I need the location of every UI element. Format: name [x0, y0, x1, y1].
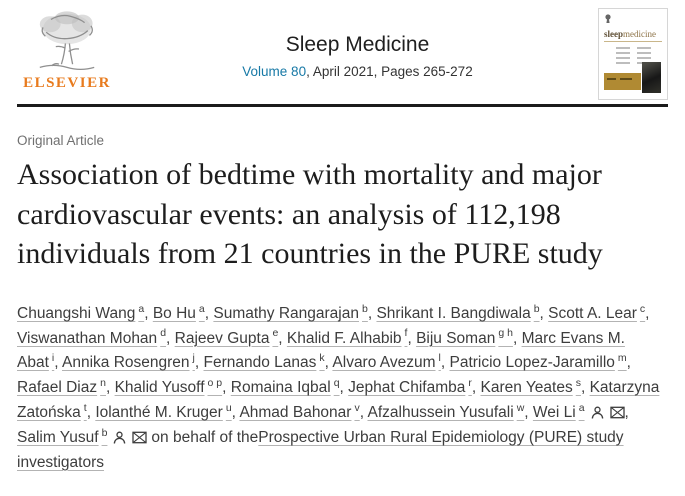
- author-link[interactable]: [416, 327, 513, 347]
- author-affiliation-sup: b: [533, 302, 540, 315]
- author-separator: ,: [278, 329, 287, 347]
- author-name: Bo Hu: [152, 304, 196, 322]
- elsevier-tree-icon: [27, 8, 107, 74]
- person-icon: [590, 406, 605, 419]
- author-link[interactable]: [376, 302, 540, 322]
- author-affiliation-sup: w: [516, 401, 525, 414]
- elsevier-wordmark: ELSEVIER: [23, 75, 111, 91]
- volume-link[interactable]: Volume 80: [242, 64, 307, 79]
- author-separator: ,: [580, 379, 590, 397]
- author-link[interactable]: [548, 302, 646, 322]
- author-separator: ,: [339, 379, 349, 397]
- author-name: Iolanthé M. Kruger: [95, 403, 223, 421]
- author-affiliation-sup: j: [192, 352, 195, 365]
- author-separator: ,: [231, 403, 240, 421]
- header-divider: [17, 104, 668, 107]
- author-link[interactable]: [204, 354, 325, 371]
- author-affiliation-sup: b: [362, 302, 368, 315]
- cover-masthead: sleepmedicine: [604, 29, 656, 39]
- journal-title-link[interactable]: Sleep Medicine: [285, 33, 430, 56]
- author-separator: ,: [624, 403, 629, 421]
- author-affiliation-sup: s: [575, 377, 581, 390]
- author-name: Khalid F. Alhabib: [286, 329, 402, 347]
- issue-text: , April 2021, Pages 265-272: [306, 64, 473, 79]
- author-separator: ,: [324, 354, 333, 372]
- author-separator: ,: [471, 379, 481, 397]
- author-name: Alvaro Avezum: [332, 354, 436, 372]
- author-name: Shrikant I. Bangdiwala: [376, 304, 531, 322]
- author-affiliation-sup: k: [319, 352, 325, 365]
- author-separator: ,: [359, 403, 368, 421]
- author-link[interactable]: [332, 354, 440, 371]
- author-name: Rajeev Gupta: [174, 329, 270, 347]
- author-name: Annika Rosengren: [62, 354, 190, 372]
- person-icon: [112, 431, 127, 444]
- author-affiliation-sup: r: [468, 377, 472, 390]
- cover-photo: [642, 62, 661, 93]
- author-link[interactable]: [348, 379, 472, 396]
- envelope-icon: [610, 406, 625, 419]
- author-name: Rafael Diaz: [17, 379, 98, 397]
- author-affiliation-sup: u: [225, 401, 232, 414]
- author-name: Scott A. Lear: [548, 304, 637, 322]
- author-link[interactable]: [62, 354, 195, 371]
- envelope-icon: [132, 431, 147, 444]
- author-link[interactable]: [480, 379, 580, 396]
- author-link[interactable]: [95, 401, 232, 421]
- cover-rule: [604, 41, 662, 42]
- author-link[interactable]: [152, 302, 205, 322]
- author-affiliation-sup: e: [272, 327, 279, 340]
- author-affiliation-sup: b: [101, 426, 108, 439]
- author-affiliation-sup: d: [160, 327, 167, 340]
- author-link[interactable]: [17, 426, 147, 446]
- author-separator: ,: [105, 379, 115, 397]
- author-link[interactable]: [286, 327, 408, 347]
- author-link[interactable]: [174, 327, 279, 347]
- author-separator: ,: [626, 354, 631, 372]
- author-link[interactable]: [17, 327, 167, 347]
- author-affiliation-sup: a: [138, 302, 145, 315]
- journal-header: [17, 0, 668, 104]
- author-list: [17, 302, 668, 476]
- author-separator: ,: [407, 329, 417, 347]
- author-name: Biju Soman: [416, 329, 496, 347]
- author-separator: ,: [166, 329, 175, 347]
- author-name: Fernando Lanas: [203, 354, 317, 372]
- author-separator: ,: [54, 354, 62, 372]
- elsevier-logo[interactable]: [17, 8, 117, 92]
- author-link[interactable]: [449, 354, 626, 371]
- author-name: Viswanathan Mohan: [17, 329, 158, 347]
- author-affiliation-sup: o p: [207, 377, 223, 390]
- author-name: Marc Evans M. Abat: [17, 329, 625, 372]
- author-affiliation-sup: m: [617, 352, 627, 365]
- author-name: Chuangshi Wang: [17, 304, 136, 322]
- author-name: Wei Li: [532, 403, 576, 421]
- author-affiliation-sup: a: [578, 401, 585, 414]
- author-affiliation-sup: i: [51, 352, 55, 365]
- author-affiliation-sup: c: [639, 302, 646, 315]
- cover-elsevier-mark-icon: [604, 14, 612, 24]
- author-name: Jephat Chifamba: [348, 379, 466, 397]
- author-name: Salim Yusuf: [17, 428, 99, 446]
- author-name: Ahmad Bahonar: [239, 403, 352, 421]
- author-separator: ,: [204, 304, 214, 322]
- author-affiliation-sup: f: [404, 327, 408, 340]
- article-title: Association of bedtime with mortality and major cardiovascular events: an analysis of 112,198 individuals from 21 countries in the PURE study: [17, 158, 603, 271]
- author-affiliation-sup: a: [198, 302, 205, 315]
- author-link[interactable]: [17, 302, 145, 322]
- author-affiliation-sup: t: [83, 401, 87, 414]
- author-affiliation-sup: q: [333, 377, 340, 390]
- author-separator: ,: [367, 304, 377, 322]
- author-link[interactable]: [532, 401, 625, 421]
- author-affiliation-sup: n: [100, 377, 106, 390]
- article-type-label: Original Article: [17, 133, 105, 148]
- cover-gold-band: [604, 73, 641, 90]
- author-link[interactable]: [367, 401, 525, 421]
- article-main: [17, 133, 668, 475]
- author-separator: ,: [440, 354, 450, 372]
- author-name: Katarzyna Zatońska: [17, 379, 660, 421]
- author-name: Romaina Iqbal: [230, 379, 331, 397]
- author-name: Khalid Yusoff: [114, 379, 205, 397]
- author-affiliation-sup: g h: [498, 327, 513, 340]
- author-separator: ,: [144, 304, 153, 322]
- author-link[interactable]: [231, 379, 340, 396]
- author-separator: ,: [86, 403, 96, 421]
- journal-cover-thumbnail[interactable]: [598, 8, 668, 100]
- author-link[interactable]: [115, 379, 223, 396]
- author-separator: ,: [539, 304, 549, 322]
- author-separator: ,: [194, 354, 204, 372]
- author-separator: ,: [524, 403, 533, 421]
- author-separator: ,: [222, 379, 231, 397]
- author-link[interactable]: [239, 401, 360, 421]
- author-link[interactable]: [17, 379, 106, 396]
- group-prefix: on behalf of the: [151, 428, 259, 446]
- pure-investigators-link[interactable]: Prospective Urban Rural Epidemiology (PURE) study investigators: [17, 428, 624, 471]
- author-name: Afzalhussein Yusufali: [367, 403, 514, 421]
- author-affiliation-sup: l: [438, 352, 441, 365]
- author-link[interactable]: [213, 302, 368, 322]
- author-name: Sumathy Rangarajan: [213, 304, 359, 322]
- author-separator: ,: [512, 329, 522, 347]
- author-separator: ,: [645, 304, 650, 322]
- author-name: Karen Yeates: [480, 379, 573, 397]
- issue-info: [117, 64, 598, 79]
- author-name: Patricio Lopez-Jaramillo: [449, 354, 615, 372]
- author-affiliation-sup: v: [354, 401, 360, 414]
- journal-heading: [117, 8, 598, 79]
